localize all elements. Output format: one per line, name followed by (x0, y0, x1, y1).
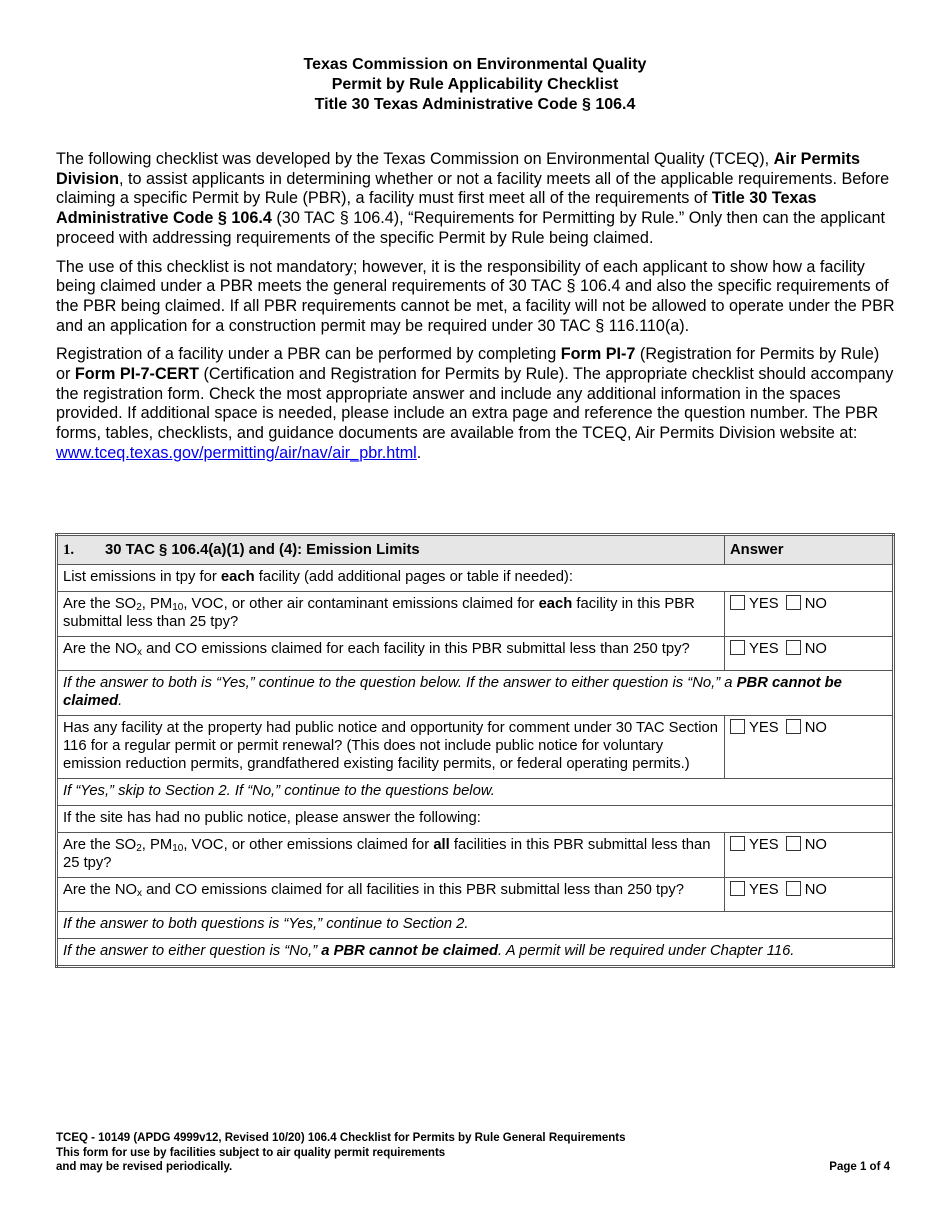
text: List emissions in tpy for (63, 569, 221, 585)
text: If the answer to either question is “No,” (63, 943, 322, 959)
yes-label: YES (749, 720, 779, 736)
no-label: NO (804, 837, 827, 853)
answer-cell (725, 878, 894, 912)
yes-label: YES (749, 837, 779, 853)
document-title: Permit by Rule Applicability Checklist (331, 76, 619, 93)
text: . (416, 443, 422, 462)
question-1 (57, 592, 725, 637)
text: The following checklist was developed by the Texas Commission on Environmental Quality (TCEQ), (56, 150, 774, 168)
intro-paragraph-2: The use of this checklist is not mandatory; however, it is the responsibility of each applicant to show how a facility being claimed under a PBR meets the general requirements of 30 TAC § 106.4 and also the specific requirements of the PBR being claimed. If all PBR requirements cannot be met, a facility will not be allowed to operate under the PBR and an application for a construction permit may be required under 30 TAC § 116.110(a). (56, 257, 895, 335)
table-row (57, 939, 894, 967)
text: and CO emissions claimed for all facilities in this PBR submittal less than 250 tpy? (142, 882, 684, 898)
no-checkbox[interactable] (786, 640, 801, 655)
subscript: 10 (172, 602, 184, 613)
text: . A permit will be required under Chapter 116. (498, 943, 795, 959)
note-3: If the answer to both questions is “Yes,” continue to Section 2. (57, 912, 894, 939)
text: If the answer to both is “Yes,” continue to the question below. If the answer to either question is “No,” a (63, 675, 737, 691)
no-checkbox[interactable] (786, 595, 801, 610)
bold-text: PBR cannot be claimed (63, 675, 842, 709)
text: facility (add additional pages or table if needed): (254, 569, 573, 585)
text: and CO emissions claimed for each facility in this PBR submittal less than 250 tpy? (142, 641, 690, 657)
question-3: Has any facility at the property had public notice and opportunity for comment under 30 TAC Section 116 for a regular permit or permit renewal? (This does not include public notice for voluntary emission reduction permits, grandfathered existing facility permits, or federal operating permits.) (57, 716, 725, 779)
list-emissions-instruction (57, 565, 894, 592)
no-label: NO (804, 720, 827, 736)
yes-label: YES (749, 641, 779, 657)
no-label: NO (804, 882, 827, 898)
text: (30 TAC § 106.4), “Requirements for Permitting by Rule.” Only then can the applicant proceed with addressing requirements of the specific Permit by Rule being claimed. (56, 209, 885, 247)
subscript: 10 (172, 843, 184, 854)
section-header-cell (57, 535, 725, 565)
text: (Certification and Registration for Permits by Rule). The appropriate checklist should accompany the registration form. Check the most appropriate answer and include any additional information in the spaces provided. If additional space is needed, please include an extra page and reference the question number. The PBR forms, tables, checklists, and guidance documents are available from the TCEQ, Air Permits Division website at: (56, 365, 894, 443)
table-row (57, 565, 894, 592)
no-label: NO (804, 641, 827, 657)
bold-text: each (220, 569, 255, 585)
form-usage-note: This form for use by facilities subject to air quality permit requirements (56, 1146, 446, 1159)
table-row (57, 671, 894, 716)
agency-name: Texas Commission on Environmental Quality (303, 56, 647, 73)
yes-checkbox[interactable] (730, 595, 745, 610)
text: Are the SO (63, 837, 137, 853)
no-public-notice-instruction: If the site has had no public notice, please answer the following: (57, 806, 894, 833)
intro-section (56, 150, 896, 473)
text: , PM (141, 596, 173, 612)
text: , to assist applicants in determining whether or not a facility meets all of the applicable requirements. Before claiming a specific Permit by Rule (PBR), a facility must first meet all of the requirements of (56, 169, 890, 208)
yes-label: YES (749, 596, 779, 612)
subscript: x (137, 888, 143, 899)
answer-cell (725, 833, 894, 878)
document-header (0, 55, 950, 115)
answer-header: Answer (725, 535, 894, 565)
note-2: If “Yes,” skip to Section 2. If “No,” continue to the questions below. (57, 779, 894, 806)
table-row (57, 779, 894, 806)
bold-text: all (433, 837, 450, 853)
answer-cell (725, 637, 894, 671)
bold-text: Title 30 Texas Administrative Code § 106.4 (56, 189, 817, 228)
table-header-row (57, 535, 894, 565)
subscript: x (137, 647, 143, 658)
text: facilities in this PBR submittal less than 25 tpy? (63, 837, 711, 871)
bold-text: Form PI-7-CERT (74, 365, 200, 384)
yes-label: YES (749, 882, 779, 898)
yes-checkbox[interactable] (730, 836, 745, 851)
text: Are the SO (63, 596, 137, 612)
emission-limits-table (55, 533, 895, 968)
bold-text: Air Permits Division (56, 150, 861, 188)
subscript: 2 (136, 843, 142, 854)
text: Registration of a facility under a PBR can be performed by completing (56, 345, 561, 364)
subscript: 2 (136, 602, 142, 613)
pbr-website-link[interactable]: www.tceq.texas.gov/permitting/air/nav/air_pbr.html (56, 443, 417, 462)
table-row (57, 878, 894, 912)
answer-cell (725, 592, 894, 637)
no-checkbox[interactable] (786, 719, 801, 734)
bold-text: a PBR cannot be claimed (321, 943, 499, 959)
text: , VOC, or other air contaminant emissions claimed for (183, 596, 539, 612)
document-subtitle: Title 30 Texas Administrative Code § 106.4 (314, 96, 636, 113)
note-1 (57, 671, 894, 716)
text: . (118, 693, 123, 709)
section-number: 1. (63, 542, 75, 558)
form-identifier: TCEQ - 10149 (APDG 4999v12, Revised 10/20) 106.4 Checklist for Permits by Rule General Requirements (56, 1132, 626, 1144)
form-revision-note: and may be revised periodically. (56, 1161, 233, 1173)
answer-cell (725, 716, 894, 779)
question-4 (57, 833, 725, 878)
page-footer (56, 1131, 890, 1175)
no-checkbox[interactable] (786, 881, 801, 896)
question-2 (57, 637, 725, 671)
text: Are the NO (63, 882, 138, 898)
note-4 (57, 939, 894, 967)
yes-checkbox[interactable] (730, 881, 745, 896)
bold-text: each (538, 596, 573, 612)
text: (Registration for Permits by Rule) or (56, 345, 880, 384)
question-5 (57, 878, 725, 912)
table-row (57, 592, 894, 637)
page-number: Page 1 of 4 (829, 1161, 890, 1173)
table-row (57, 833, 894, 878)
yes-checkbox[interactable] (730, 640, 745, 655)
bold-text: Form PI-7 (560, 345, 636, 364)
yes-checkbox[interactable] (730, 719, 745, 734)
text: , PM (141, 837, 173, 853)
intro-paragraph-3 (56, 345, 896, 463)
no-label: NO (804, 596, 827, 612)
table-row (57, 637, 894, 671)
no-checkbox[interactable] (786, 836, 801, 851)
table-row (57, 716, 894, 779)
intro-paragraph-1 (56, 150, 896, 249)
section-title: 30 TAC § 106.4(a)(1) and (4): Emission Limits (105, 542, 420, 558)
table-row (57, 912, 894, 939)
table-row (57, 806, 894, 833)
text: facility in this PBR submittal less than 25 tpy? (63, 596, 695, 630)
text: Are the NO (63, 641, 138, 657)
text: , VOC, or other emissions claimed for (183, 837, 434, 853)
